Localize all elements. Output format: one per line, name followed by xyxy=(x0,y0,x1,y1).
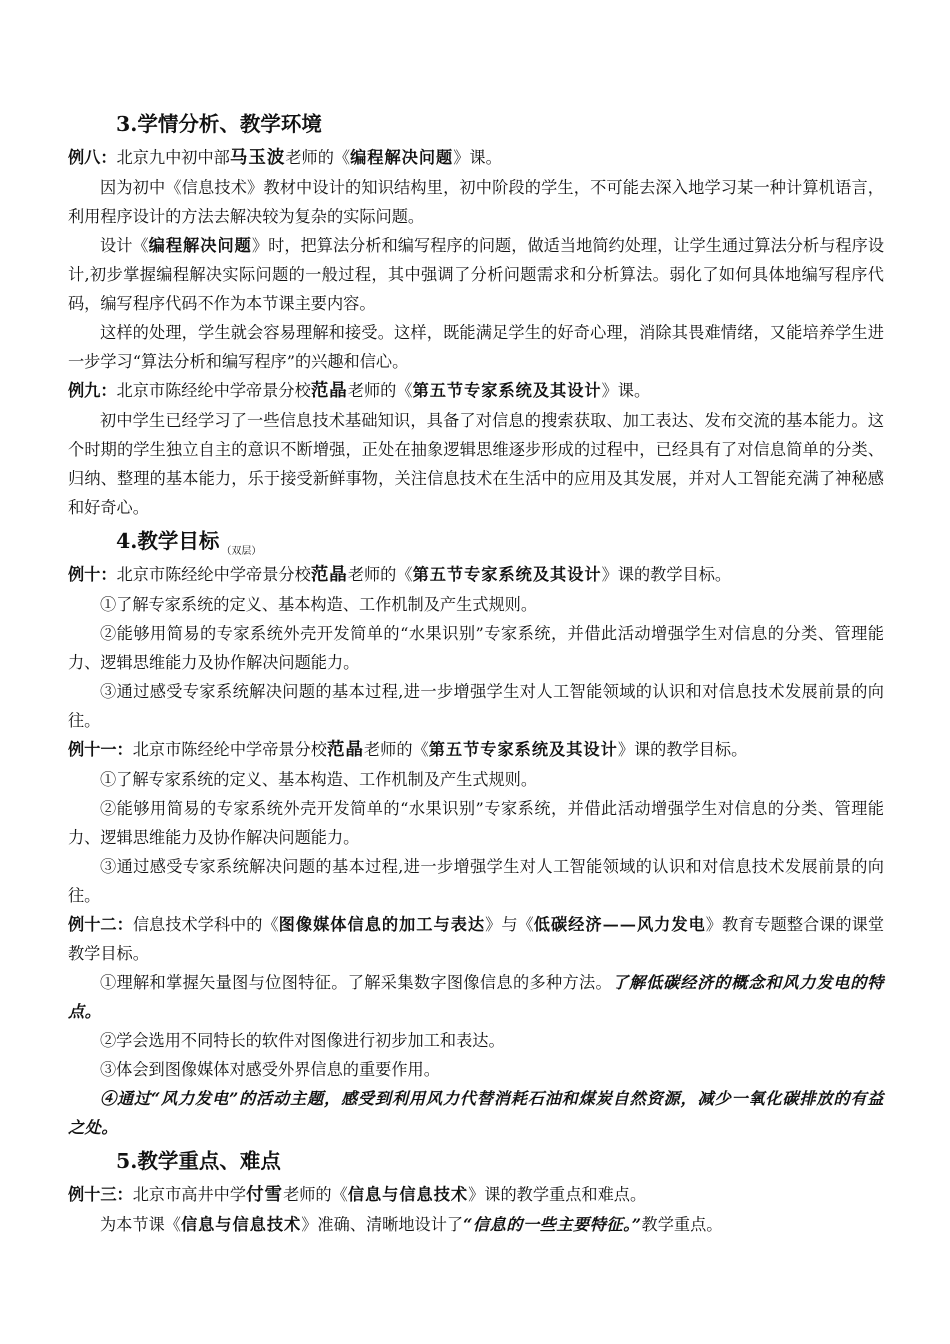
example-10-item-3: ③通过感受专家系统解决问题的基本过程,进一步增强学生对人工智能领域的认识和对信息技术发展前景的向往。 xyxy=(68,682,884,730)
example-11-item-1: ①了解专家系统的定义、基本构造、工作机制及产生式规则。 xyxy=(100,770,538,789)
example-11-item-2: ②能够用简易的专家系统外壳开发简单的“水果识别”专家系统，并借此活动增强学生对信息的分类、管理能力、逻辑思维能力及协作解决问题能力。 xyxy=(68,799,884,847)
example-12-item-1: ①理解和掌握矢量图与位图特征。了解采集数字图像信息的多种方法。了解低碳经济的概念和风力发电的特点。 xyxy=(68,973,884,1021)
example-12-item-3: ③体会到图像媒体对感受外界信息的重要作用。 xyxy=(100,1060,440,1079)
example-8-paragraph-3: 这样的处理，学生就会容易理解和接受。这样，既能满足学生的好奇心理，消除其畏难情绪，又能培养学生进一步学习“算法分析和编写程序”的兴趣和信心。 xyxy=(68,323,884,371)
section-5-heading: 5.教学重点、难点 xyxy=(116,1149,281,1173)
section-4-note: （双层） xyxy=(221,546,262,557)
example-8-heading: 例八：北京九中初中部马玉波老师的《编程解决问题》课。 xyxy=(68,148,502,168)
example-12-item-4: ④通过“风力发电”的活动主题，感受到利用风力代替消耗石油和煤炭自然资源，减少一氧化碳排放的有益之处。 xyxy=(68,1089,884,1137)
section-3-heading: 3.学情分析、教学环境 xyxy=(116,112,322,136)
example-9-paragraph-1: 初中学生已经学习了一些信息技术基础知识，具备了对信息的搜索获取、加工表达、发布交流的基本能力。这个时期的学生独立自主的意识不断增强，正处在抽象逻辑思维逐步形成的过程中，已经具有了对信息简单的分类、归纳、整理的基本能力，乐于接受新鲜事物，关注信息技术在生活中的应用及其发展，并对人工智能充满了神秘感和好奇心。 xyxy=(68,411,884,517)
example-12-item-2: ②学会选用不同特长的软件对图像进行初步加工和表达。 xyxy=(100,1031,505,1050)
example-13-paragraph-1: 为本节课《信息与信息技术》准确、清晰地设计了“信息的一些主要特征。”教学重点。 xyxy=(100,1215,723,1234)
example-10-item-2: ②能够用简易的专家系统外壳开发简单的“水果识别”专家系统，并借此活动增强学生对信息的分类、管理能力、逻辑思维能力及协作解决问题能力。 xyxy=(68,624,884,672)
example-11-heading: 例十一：北京市陈经纶中学帝景分校范晶老师的《第五节专家系统及其设计》课的教学目标。 xyxy=(68,740,748,760)
example-10-item-1: ①了解专家系统的定义、基本构造、工作机制及产生式规则。 xyxy=(100,595,538,614)
example-8-paragraph-2: 设计《编程解决问题》时，把算法分析和编写程序的问题，做适当地简约处理，让学生通过算法分析与程序设计,初步掌握编程解决实际问题的一般过程，其中强调了分析问题需求和分析算法。弱化了如何具体地编写程序代码，编写程序代码不作为本节课主要内容。 xyxy=(68,236,885,313)
example-12-heading: 例十二：信息技术学科中的《图像媒体信息的加工与表达》与《低碳经济——风力发电》教育专题整合课的课堂教学目标。 xyxy=(68,915,885,963)
example-10-heading: 例十：北京市陈经纶中学帝景分校范晶老师的《第五节专家系统及其设计》课的教学目标。 xyxy=(68,565,732,585)
section-4-heading: 4.教学目标 $_{(双层)}$ xyxy=(116,529,262,557)
example-13-heading: 例十三：北京市高井中学付雪老师的《信息与信息技术》课的教学重点和难点。 xyxy=(68,1185,647,1205)
example-11-item-3: ③通过感受专家系统解决问题的基本过程,进一步增强学生对人工智能领域的认识和对信息技术发展前景的向往。 xyxy=(68,857,884,905)
example-9-heading: 例九：北京市陈经纶中学帝景分校范晶老师的《第五节专家系统及其设计》课。 xyxy=(68,381,651,401)
example-8-paragraph-1: 因为初中《信息技术》教材中设计的知识结构里，初中阶段的学生，不可能去深入地学习某一种计算机语言，利用程序设计的方法去解决较为复杂的实际问题。 xyxy=(68,178,884,226)
document-page xyxy=(68,105,884,1239)
